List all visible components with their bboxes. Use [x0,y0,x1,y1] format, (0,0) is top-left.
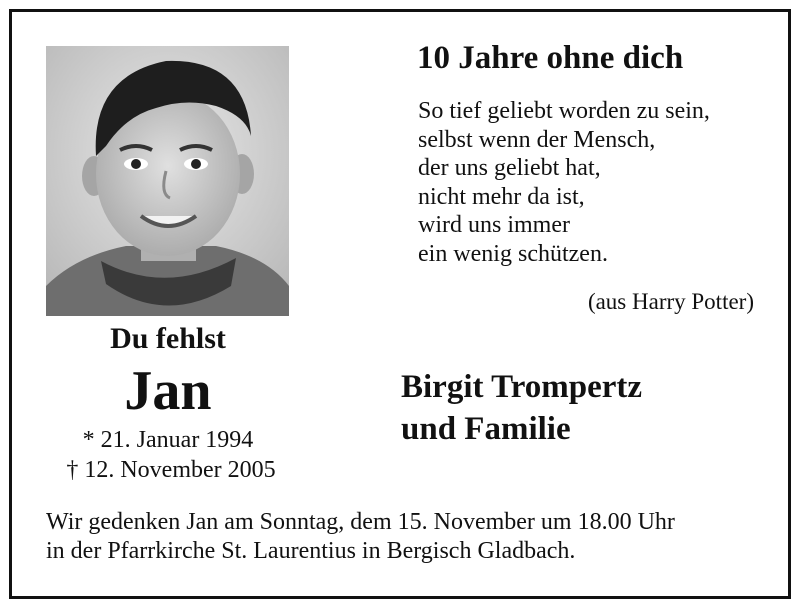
death-symbol: † [66,457,79,483]
poem-source: (aus Harry Potter) [587,289,754,314]
sender-line-1: Birgit Trompertz [401,369,643,405]
notice-line-1: Wir gedenken Jan am Sonntag, dem 15. November um 18.00 Uhr [46,509,675,535]
deceased-name: Jan [124,360,212,422]
death-line [36,456,306,484]
poem-line: nicht mehr da ist, [418,183,585,210]
poem-line: ein wenig schützen. [418,240,608,267]
heading: 10 Jahre ohne dich [417,40,684,76]
obituary-frame [9,9,791,599]
poem-line: der uns geliebt hat, [418,155,601,181]
notice-line-2: in der Pfarrkirche St. Laurentius in Bergisch Gladbach. [46,537,576,564]
memorial-notice [46,508,675,565]
death-date: 12. November 2005 [84,457,276,483]
poem-line: wird uns immer [418,212,570,238]
birth-line [48,426,288,454]
poem-line: selbst wenn der Mensch, [418,126,656,153]
poem [418,97,710,268]
subtitle: Du fehlst [110,322,226,355]
sender-line-2: und Familie [401,411,571,447]
poem-line: So tief geliebt worden zu sein, [418,98,710,124]
birth-date: 21. Januar 1994 [100,427,254,453]
sender [401,366,642,450]
birth-symbol: * [82,427,95,453]
portrait-photo [46,46,289,316]
